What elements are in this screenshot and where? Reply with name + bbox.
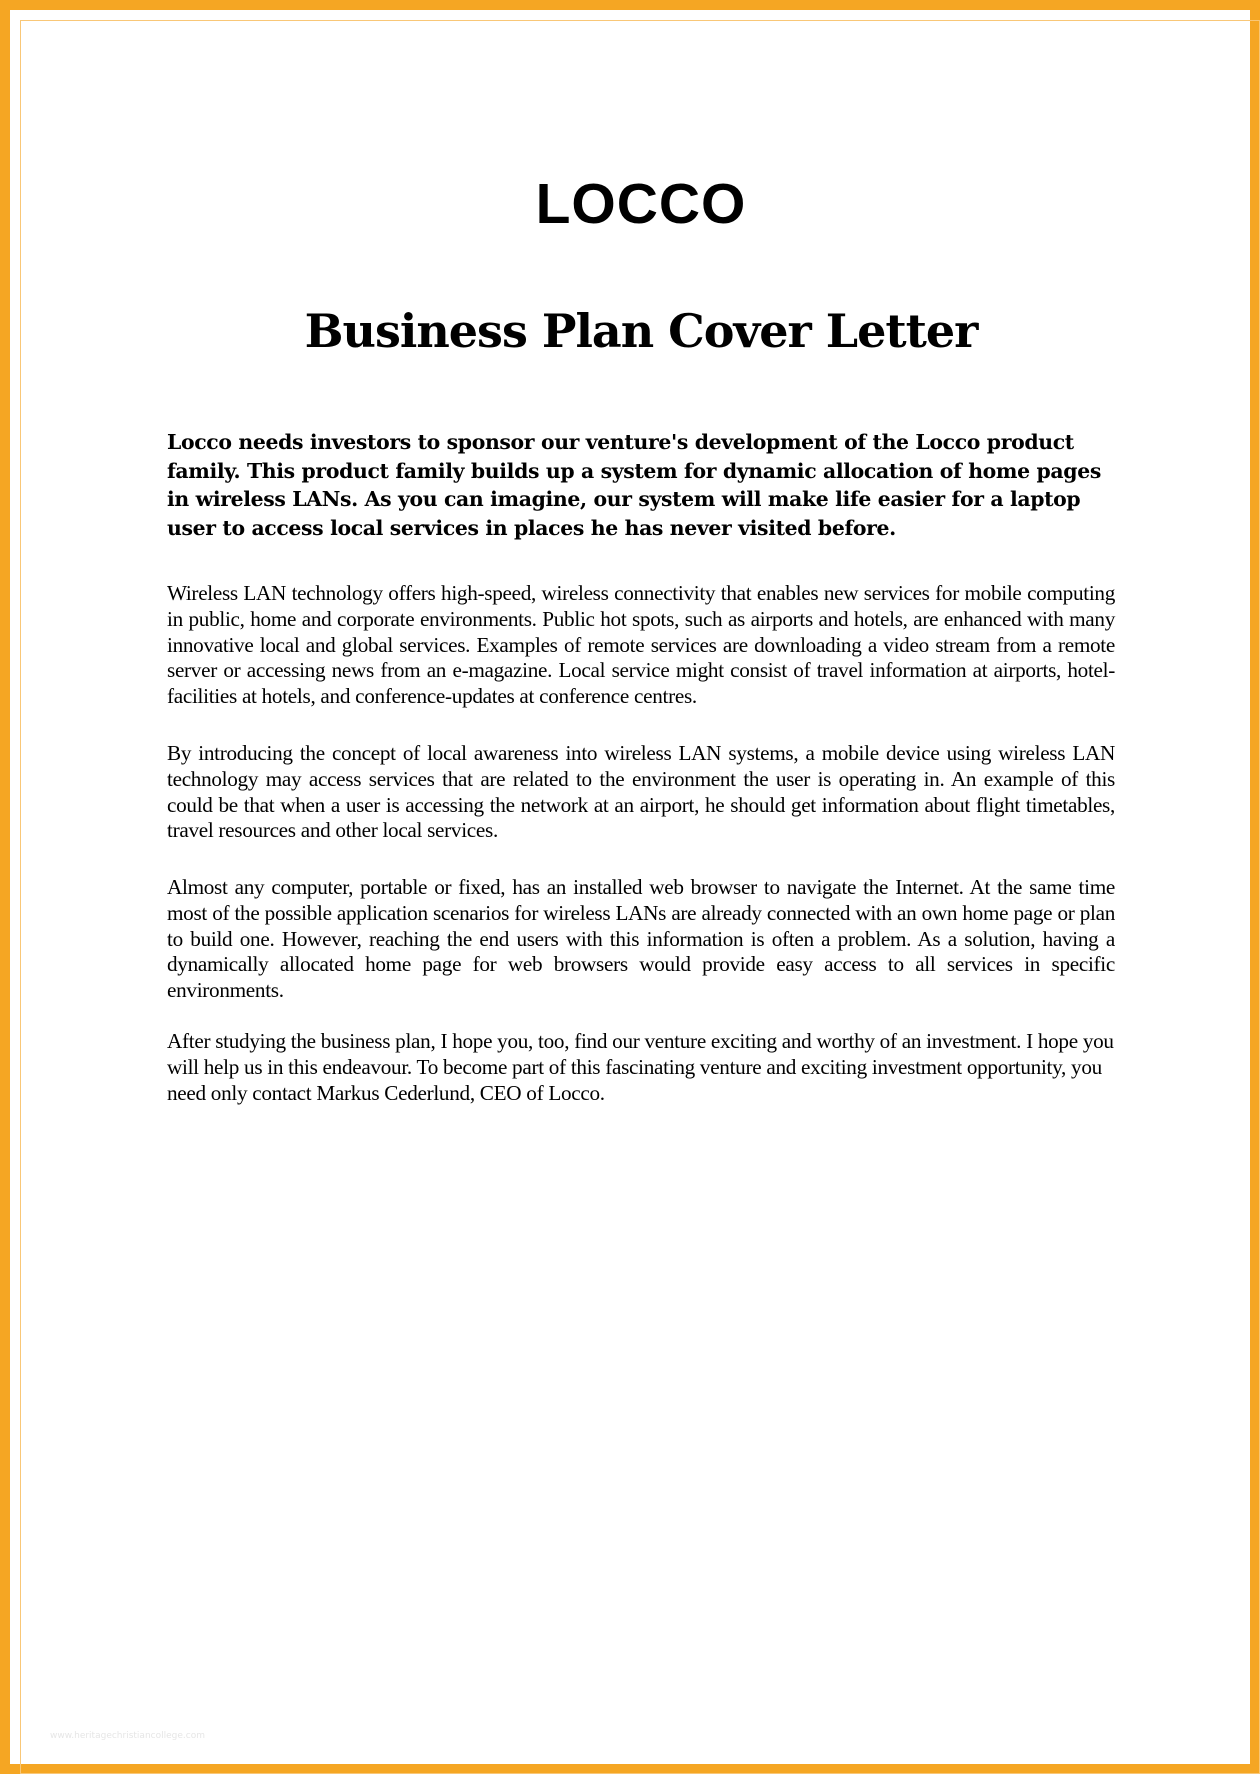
watermark-text: www.heritagechristiancollege.com xyxy=(50,1731,205,1741)
body-paragraph-1: Wireless LAN technology offers high-speed, wireless connectivity that enables new services for mobile computing in public, home and corporate environments. Public hot spots, such as airports and hotels, are enhanced with many innovative local and global services. Examples of remote services are downloading a video stream from a remote server or accessing news from an e-magazine. Local service might consist of travel information at airports, hotel-facilities at hotels, and conference-updates at conference centres. xyxy=(167,581,1115,709)
document-title: Business Plan Cover Letter xyxy=(304,304,978,358)
body-paragraph-4: After studying the business plan, I hope you, too, find our venture exciting and worthy of an investment. I hope you will help us in this endeavour. To become part of this fascinating venture and exciting investment opportunity, you need only contact Markus Cederlund, CEO of Locco. xyxy=(167,1029,1114,1105)
lead-paragraph: Locco needs investors to sponsor our venture's development of the Locco product family. This product family builds up a system for dynamic allocation of home pages in wireless LANs. As you can imagine, our system will make life easier for a laptop user to access local services in places he has never visited before. xyxy=(167,430,1101,540)
body-paragraph-3: Almost any computer, portable or fixed, has an installed web browser to navigate the Internet. At the same time most of the possible application scenarios for wireless LANs are already connected with an own home page or plan to build one. However, reaching the end users with this information is often a problem. As a solution, having a dynamically allocated home page for web browsers would provide easy access to all services in specific environments. xyxy=(167,875,1115,1003)
body-paragraph-2: By introducing the concept of local awareness into wireless LAN systems, a mobile device using wireless LAN technology may access services that are related to the environment the user is operating in. An example of this could be that when a user is accessing the network at an airport, he should get information about flight timetables, travel resources and other local services. xyxy=(167,741,1115,843)
brand-heading: LOCCO xyxy=(535,172,747,236)
